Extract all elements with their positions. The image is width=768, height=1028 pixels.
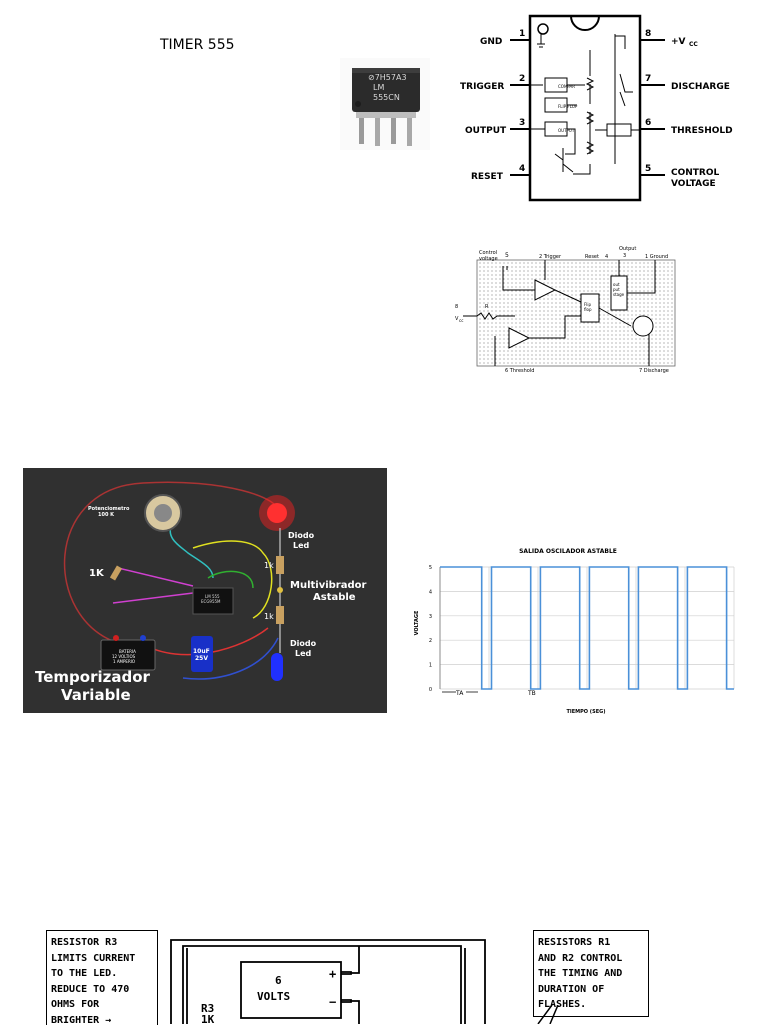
pin-4-number: 4 xyxy=(519,164,526,174)
label-led-top: Diodo Led xyxy=(288,531,315,550)
block-flipflop: FLIP FLOP xyxy=(558,104,578,109)
label-stage: out put stage xyxy=(613,282,625,297)
pin-3-label: OUTPUT xyxy=(465,126,507,136)
pin-5-label2: VOLTAGE xyxy=(671,179,716,189)
label-led-bottom: Diodo Led xyxy=(290,639,317,658)
right-note-pointer xyxy=(520,1005,560,1024)
label-vcc: V xyxy=(455,316,459,322)
label-battery: BATERIA 12 VOLTIOS 1 AMPERIO xyxy=(112,649,136,664)
label-reset-num: 4 xyxy=(605,254,609,260)
pin-5-number: 5 xyxy=(645,164,652,174)
marker-tb: TB xyxy=(528,690,536,697)
pin-1-number: 1 xyxy=(519,29,526,39)
pin-6-number: 6 xyxy=(645,118,652,128)
r3-label: R3 xyxy=(201,1002,215,1015)
label-discharge: 7 Discharge xyxy=(639,368,669,374)
pin-6-label: THRESHOLD xyxy=(671,126,733,136)
label-threshold: 6 Threshold xyxy=(505,368,535,374)
label-capacitor: 10uF 25V xyxy=(193,648,210,662)
label-chip: LM 555 ECG955M xyxy=(201,594,221,604)
chip-photo xyxy=(340,58,430,150)
y-tick-label: 1 xyxy=(428,662,432,669)
caption: Temporizador Variable xyxy=(35,668,150,704)
page-title: TIMER 555 xyxy=(160,37,235,53)
label-ground: 1 Ground xyxy=(645,254,669,260)
ic-body xyxy=(530,16,640,200)
pin-5-label: CONTROL xyxy=(671,168,720,178)
label-output: Output xyxy=(619,246,637,252)
pinout-diagram xyxy=(455,14,735,204)
y-tick-label: 4 xyxy=(428,589,432,596)
r3-value: 1K xyxy=(201,1013,215,1024)
pin-8-sub: CC xyxy=(689,41,698,48)
block-comparator: COMPAR xyxy=(558,84,576,89)
label-output-num: 3 xyxy=(623,253,627,259)
astable-chart xyxy=(396,543,740,715)
chart-title: SALIDA OSCILADOR ASTABLE xyxy=(519,548,617,555)
label-r-top: 1k xyxy=(264,561,274,570)
y-tick-label: 5 xyxy=(428,565,432,571)
label-r-bottom: 1k xyxy=(264,612,274,621)
chip-marking-1: ⊘7H57A3 xyxy=(368,73,407,82)
pin-4-label: RESET xyxy=(471,172,503,182)
pin-8-number: 8 xyxy=(645,29,652,39)
block-diagram xyxy=(455,246,685,376)
comic-circuit xyxy=(165,938,495,1024)
block-output: OUTPUT xyxy=(558,128,575,133)
chip-marking-3: 555CN xyxy=(373,93,400,102)
battery-comic xyxy=(241,962,341,1018)
resistor-top xyxy=(276,556,284,574)
led-red xyxy=(267,503,287,523)
battery-unit: VOLTS xyxy=(257,990,291,1003)
y-tick-label: 3 xyxy=(428,613,432,620)
pin-2-number: 2 xyxy=(519,74,526,84)
left-note: RESISTOR R3 LIMITS CURRENT TO THE LED. REDUCE TO 470 OHMS FOR BRIGHTER → xyxy=(51,937,136,1026)
label-r: R xyxy=(485,304,489,310)
marker-ta: TA xyxy=(456,690,464,697)
pin-2-label: TRIGGER xyxy=(460,82,505,92)
x-axis-label: TIEMPO (SEG) xyxy=(566,709,606,715)
label-potentiometer: Potenciometro 100 K xyxy=(88,506,130,518)
label-pin8: 8 xyxy=(455,304,459,310)
battery-plus: + xyxy=(329,967,337,981)
label-trigger: 2 Trigger xyxy=(539,254,562,260)
pin-1-label: GND xyxy=(480,37,503,47)
label-1k: 1K xyxy=(89,568,104,579)
led-blue xyxy=(271,653,283,681)
chip-marking-2: LM xyxy=(373,83,385,92)
circuit-inner xyxy=(183,946,461,1024)
pin-8-label: +V xyxy=(671,37,686,47)
pin-7-label: DISCHARGE xyxy=(671,82,730,92)
y-tick-label: 2 xyxy=(428,638,432,645)
y-tick-label: 0 xyxy=(428,687,432,693)
label-multivibrator: Multivibrador Astable xyxy=(290,580,367,603)
battery-minus: − xyxy=(329,995,337,1009)
label-vcc-sub: cc xyxy=(459,318,464,323)
label-flipflop: Flip flop xyxy=(584,302,592,312)
label-pin5: 5 xyxy=(505,252,509,259)
label-control-voltage: Control voltage xyxy=(479,250,498,262)
discharge-transistor xyxy=(633,316,653,336)
pin-3-number: 3 xyxy=(519,118,526,128)
y-axis-label: VOLTAGE xyxy=(414,610,420,636)
battery-num: 6 xyxy=(275,974,282,987)
timer-circuit-illustration xyxy=(23,468,387,713)
circuit-frame xyxy=(171,940,485,1024)
right-note: RESISTORS R1 AND R2 CONTROL THE TIMING AND DURATION OF FLASHES. xyxy=(538,937,623,1010)
pin-7-number: 7 xyxy=(645,74,652,84)
label-reset: Reset xyxy=(585,254,599,260)
resistor-bottom xyxy=(276,606,284,624)
diagram-substrate xyxy=(477,260,675,366)
